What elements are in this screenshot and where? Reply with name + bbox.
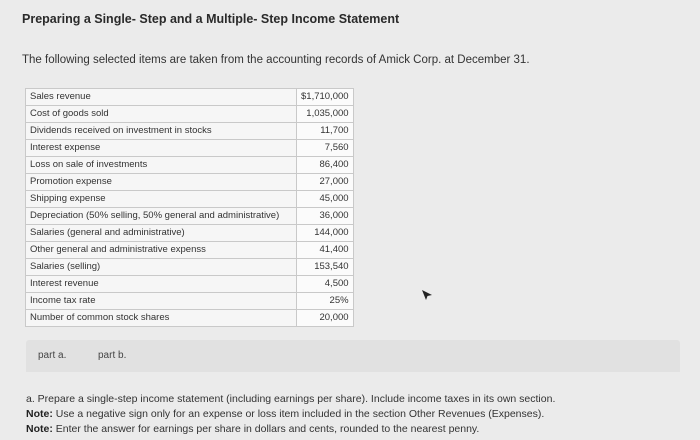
row-label: Shipping expense [26,191,297,208]
row-value: 144,000 [297,225,354,242]
table-row [26,174,354,191]
table-row [26,191,354,208]
row-label: Dividends received on investment in stocks [26,123,297,140]
table-row [26,225,354,242]
row-value: 36,000 [297,208,354,225]
row-value: 41,400 [297,242,354,259]
row-label: Interest expense [26,140,297,157]
row-label: Income tax rate [26,293,297,310]
note-line-2 [26,422,555,437]
row-value: 86,400 [297,157,354,174]
page-title: Preparing a Single- Step and a Multiple- Step Income Statement [22,12,400,26]
row-label: Promotion expense [26,174,297,191]
table-row [26,123,354,140]
note-text: Use a negative sign only for an expense or loss item included in the section Other Revenues (Expenses). [52,408,545,420]
table-row [26,106,354,123]
note-text: Enter the answer for earnings per share in dollars and cents, rounded to the nearest penny. [52,423,480,435]
row-value: 7,560 [297,140,354,157]
instruction-line: a. Prepare a single-step income statement (including earnings per share). Include income taxes in its own section. [26,393,556,405]
instructions [26,392,555,437]
table-row [26,242,354,259]
table-row [26,259,354,276]
accounting-records-table [25,88,354,327]
note-label: Note: [26,408,53,420]
table-row [26,89,354,106]
row-value: 1,035,000 [297,106,354,123]
part-tabs [26,340,680,372]
note-line-1 [26,407,555,422]
row-label: Loss on sale of investments [26,157,297,174]
tab-part-b[interactable]: part b. [98,350,127,361]
table-row [26,208,354,225]
row-value: $1,710,000 [297,89,354,106]
row-label: Salaries (selling) [26,259,297,276]
row-value: 20,000 [297,310,354,327]
tab-part-a[interactable]: part a. [38,350,67,361]
row-label: Other general and administrative expenss [26,242,297,259]
table-row [26,293,354,310]
row-value: 11,700 [297,123,354,140]
row-label: Cost of goods sold [26,106,297,123]
intro-text: The following selected items are taken from the accounting records of Amick Corp. at December 31. [22,54,530,66]
row-label: Sales revenue [26,89,297,106]
row-label: Depreciation (50% selling, 50% general and administrative) [26,208,297,225]
row-value: 45,000 [297,191,354,208]
row-label: Salaries (general and administrative) [26,225,297,242]
table-row [26,276,354,293]
table-row [26,310,354,327]
table-row [26,140,354,157]
row-value: 25% [297,293,354,310]
note-label: Note: [26,423,53,435]
row-value: 153,540 [297,259,354,276]
row-label: Interest revenue [26,276,297,293]
mouse-cursor-icon [420,288,434,302]
table-row [26,157,354,174]
row-label: Number of common stock shares [26,310,297,327]
row-value: 4,500 [297,276,354,293]
row-value: 27,000 [297,174,354,191]
